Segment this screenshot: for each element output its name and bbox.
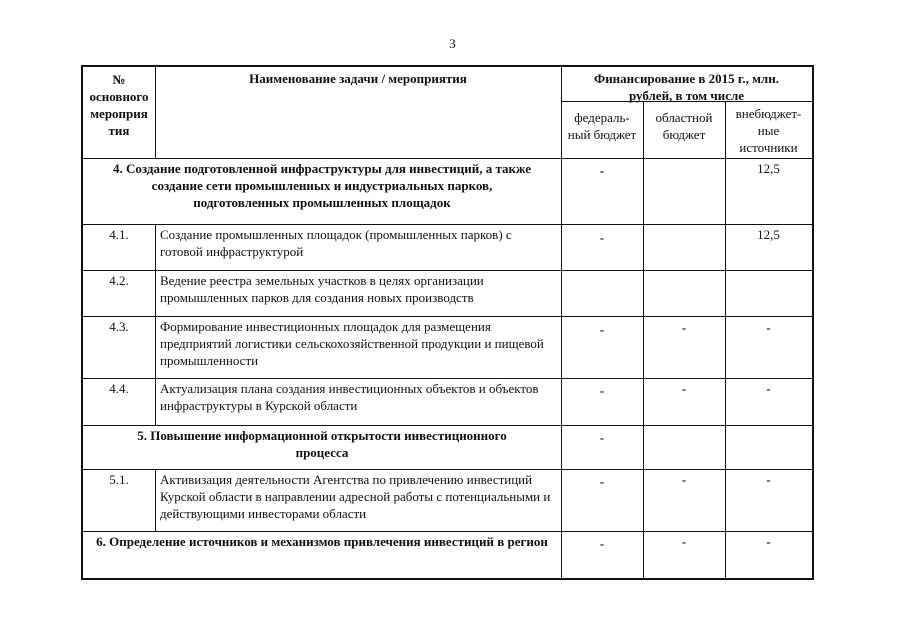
- federal-value: -: [599, 163, 605, 178]
- table-row-4-4: [83, 378, 812, 425]
- regional-value: [643, 159, 725, 224]
- table-row-4-2: [83, 270, 812, 316]
- extra-value: -: [766, 381, 771, 396]
- federal-value: -: [599, 383, 605, 398]
- federal-value: [561, 271, 643, 316]
- regional-value: [643, 271, 725, 316]
- federal-value: -: [599, 322, 605, 337]
- row-num: 5.1.: [109, 472, 129, 487]
- header-name: Наименование задачи / мероприятия: [249, 71, 467, 86]
- page-number: 3: [449, 36, 456, 51]
- regional-value: [643, 225, 725, 270]
- extra-value: 12,5: [757, 161, 780, 176]
- row-title: Формирование инвестиционных площадок для размещения предприятий логистики сельскохозяйственной продукции и пищевой промышленности: [160, 319, 544, 368]
- federal-value: -: [599, 430, 605, 445]
- section-title: 6. Определение источников и механизмов привлечения инвестиций в регион: [96, 534, 548, 549]
- federal-value: -: [599, 474, 605, 489]
- row-num: 4.1.: [109, 227, 129, 242]
- federal-value: -: [599, 230, 605, 245]
- extra-value: [725, 271, 812, 316]
- regional-value: -: [681, 320, 687, 335]
- header-federal: федераль- ный бюджет: [567, 110, 637, 142]
- table-row-5-1: [83, 469, 812, 531]
- header-regional: областной бюджет: [655, 110, 713, 142]
- regional-value: [643, 426, 725, 469]
- row-num: 4.4.: [109, 381, 129, 396]
- extra-value: 12,5: [757, 227, 780, 242]
- regional-value: -: [681, 472, 687, 487]
- regional-value: -: [681, 534, 687, 549]
- row-num: 4.3.: [109, 319, 129, 334]
- header-num: № основного мероприя тия: [89, 72, 149, 138]
- header-extra: внебюджет- ные источники: [735, 106, 802, 155]
- row-title: Создание промышленных площадок (промышленных парков) с готовой инфраструктурой: [160, 227, 512, 259]
- section-title: 4. Создание подготовленной инфраструктуры для инвестиций, а также создание сети промышленных и индустриальных парков, подготовленных промышленных площадок: [113, 161, 531, 210]
- financing-table: [81, 65, 814, 580]
- table-row-4-1: [83, 224, 812, 270]
- row-title: Актуализация плана создания инвестиционных объектов и объектов инфраструктуры в Курской области: [160, 381, 539, 413]
- extra-value: -: [766, 472, 771, 487]
- extra-value: [725, 426, 812, 469]
- section-title: 5. Повышение информационной открытости инвестиционного процесса: [137, 428, 507, 460]
- row-title: Активизация деятельности Агентства по привлечению инвестиций Курской области в направлении адресной работы с потенциальными и действующими инвесторами области: [160, 472, 551, 521]
- extra-value: -: [766, 320, 771, 335]
- regional-value: -: [681, 381, 687, 396]
- extra-value: -: [766, 534, 771, 549]
- section-row-5: [83, 425, 812, 469]
- federal-value: -: [599, 536, 605, 551]
- section-row-4: [83, 158, 812, 224]
- table-row-4-3: [83, 316, 812, 378]
- row-num: 4.2.: [109, 273, 129, 288]
- header-financing: Финансирование в 2015 г., млн. рублей, в том числе: [594, 71, 779, 103]
- section-row-6: [83, 531, 812, 578]
- row-title: Ведение реестра земельных участков в целях организации промышленных парков для создания новых производств: [160, 273, 484, 305]
- table-header: [83, 67, 812, 158]
